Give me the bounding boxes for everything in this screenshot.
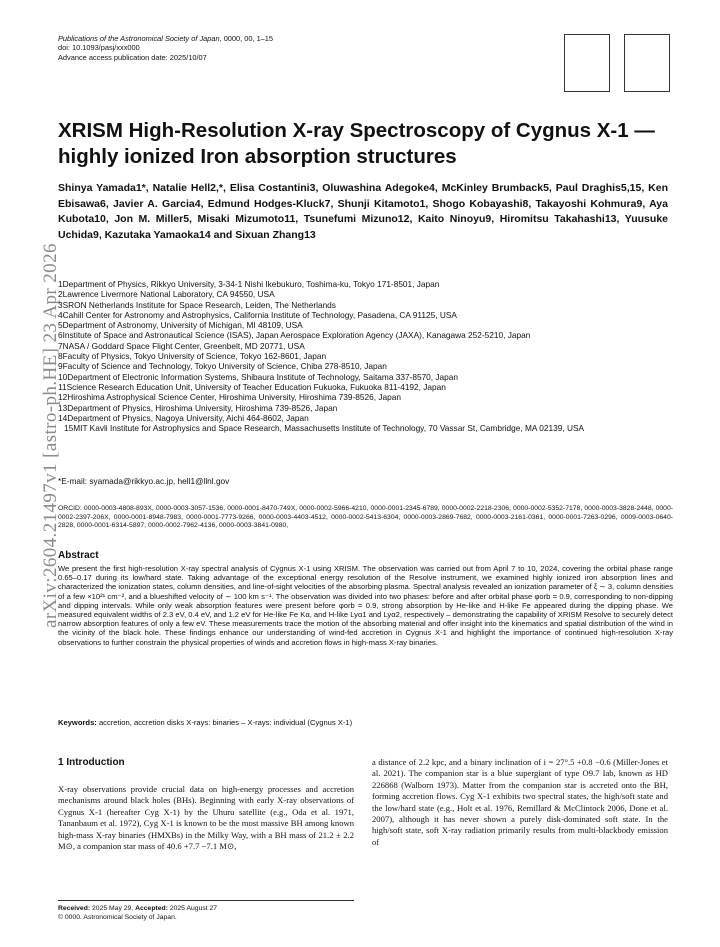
accepted-label: Accepted: xyxy=(135,905,168,912)
journal-header xyxy=(58,34,273,62)
affiliation-item: 14Department of Physics, Nagoya University, Aichi 464-8602, Japan xyxy=(58,412,309,423)
affiliation-list xyxy=(58,279,673,433)
copyright: © 0000. Astronomical Society of Japan. xyxy=(58,914,177,921)
affiliation-item: 8Faculty of Physics, Tokyo University of Science, Tokyo 162-8601, Japan xyxy=(58,351,327,362)
section-heading-introduction: 1 Introduction xyxy=(58,757,125,768)
affiliation-item: 12Hiroshima Astrophysical Science Center, Hiroshima University, Hiroshima 739-8526, Japan xyxy=(58,392,401,403)
keywords xyxy=(58,718,352,727)
orcid-list: ORCID: 0000-0003-4808-893X, 0000-0003-3057-1536, 0000-0001-8470-749X, 0000-0002-5966-4210, 0000-0001-2345-6789, 0000-0002-2218-2306, 0000-0002-5352-7178, 0000-0003-3828-2448, 0000-0002-2397-206X, 0000-0001-8948-7983, 0000-0001-7773-9266, 0000-0003-4403-4512, 0000-0002-5413-6304, 0000-0003-2869-7682, 0000-0003-2161-0361, 0000-0001-7263-0296, 0009-0003-0640-2828, 0000-0001-6314-5897, 0000-0002-7962-4136, 0000-0003-3841-0980, xyxy=(58,505,673,530)
access-date: Advance access publication date: 2025/10/07 xyxy=(58,52,207,62)
affiliation-item: 10Department of Electronic Information Systems, Shibaura Institute of Technology, Saitama 337-8570, Japan xyxy=(58,371,459,382)
received-label: Received: xyxy=(58,905,91,912)
contact-email[interactable]: *E-mail: syamada@rikkyo.ac.jp, hell1@llnl.gov xyxy=(58,476,230,486)
affiliation-item: 3SRON Netherlands Institute for Space Research, Leiden, The Netherlands xyxy=(58,299,336,310)
keywords-text: accretion, accretion disks X-rays: binaries – X-rays: individual (Cygnus X-1) xyxy=(96,718,353,727)
affiliation-item: 13Department of Physics, Hiroshima University, Hiroshima 739-8526, Japan xyxy=(58,402,338,413)
affiliation-item: 2Lawrence Livermore National Laboratory, CA 94550, USA xyxy=(58,289,275,300)
placeholder-box-right xyxy=(624,34,670,92)
body-column-left: X-ray observations provide crucial data on high-energy processes and accretion mechanisms around black holes (BHs). Beginning with early X-ray observations of Cygnus X-1 (hereafter Cyg X-1) by the Uhuru satellite (e.g., Oda et al. 1971, Tananbaum et al. 1972), Cyg X-1 is known to be the most massive BH among known high-mass X-ray binaries (HMXBs) in the Milky Way, with a BH mass of 21.2 ± 2.2 M⊙, a companion star mass of 40.6 +7.7 −7.1 M⊙, xyxy=(58,784,354,852)
arxiv-stamp-text[interactable]: arXiv:2604.21497v1 [astro-ph.HE] 23 Apr 2026 xyxy=(40,243,61,628)
accepted-date: 2025 August 27 xyxy=(167,905,218,912)
affiliation-item: 9Faculty of Science and Technology, Tokyo University of Science, Chiba 278-8510, Japan xyxy=(58,361,387,372)
abstract-text: We present the first high-resolution X-ray spectral analysis of Cygnus X-1 using XRISM. The observation was carried out from April 7 to 10, 2024, covering the orbital phase range 0.65–0.17 during its low/hard state. Taking advantage of the exceptional energy resolution of the Resolve instrument, we examined highly ionized iron absorption lines and characterized the ionization states, column densities, and line-of-sight velocities of the absorbing plasma. Spectral analysis revealed an ionization parameter of ξ ∼ 3, column densities of a few ×10²¹ cm⁻², and a blueshifted velocity of ∼ 100 km s⁻¹. The observation was divided into two phases: before and after orbital phase φorb = 0.9, corresponding to non-dipping and dipping intervals. While only weak absorption features were present before φorb = 0.9, strong absorption by He-like and H-like Fe appeared during the dipping phase. We measured equivalent widths of 2.3 eV, 0.4 eV, and 1.2 eV for He-like Fe Kα, and H-like Lyα1 and Lyα2, respectively – demonstrating the capability of XRISM Resolve to securely detect narrow absorption features of only a few eV. These measurements trace the motion of the absorbing material and offer insight into the kinematics and spatial distribution of the wind in the vicinity of the black hole. These findings enhance our understanding of wind-fed accretion in Cygnus X-1 and highlight the importance of continued high-resolution X-ray observations to further constrain the physical properties of winds and accretion flows in high-mass X-ray binaries. xyxy=(58,564,673,647)
affiliation-item: 4Cahill Center for Astronomy and Astrophysics, California Institute of Technology, Pasadena, CA 91125, USA xyxy=(58,309,457,320)
journal-cite: , 0000, 00, 1–15 xyxy=(219,34,274,43)
author-list: Shinya Yamada1*, Natalie Hell2,*, Elisa Costantini3, Oluwashina Adegoke4, McKinley Brumback5, Paul Draghis5,15, Ken Ebisawa6, Javier A. Garcia4, Edmund Hodges-Kluck7, Shunji Kitamoto1, Shogo Kobayashi8, Takayoshi Kohmura9, Aya Kubota10, Jon M. Miller5, Misaki Mizumoto11, Tsunefumi Mizuno12, Kaito Ninoyu9, Hiromitsu Takahashi13, Yuusuke Uchida9, Kazutaka Yamaoka14 and Sixuan Zhang13 xyxy=(58,182,668,241)
affiliation-item: 15MIT Kavli Institute for Astrophysics and Space Research, Massachusetts Institute of Technology, 70 Vassar St, Cambridge, MA 02139, USA xyxy=(64,423,585,434)
received-date: 2025 May 29, xyxy=(90,905,136,912)
placeholder-box-left xyxy=(564,34,610,92)
footer-notes xyxy=(58,904,217,922)
abstract-heading: Abstract xyxy=(58,550,99,561)
affiliation-item: 1Department of Physics, Rikkyo University, 3-34-1 Nishi Ikebukuro, Toshima-ku, Tokyo 171-8501, Japan xyxy=(58,279,440,289)
journal-name: Publications of the Astronomical Society of Japan xyxy=(58,34,220,43)
affiliation-item: 5Department of Astronomy, University of Michigan, MI 48109, USA xyxy=(58,320,303,331)
affiliation-item: 11Science Research Education Unit, University of Teacher Education Fukuoka, Fukuoka 811-4192, Japan xyxy=(58,381,446,392)
affiliation-item: 6Institute of Space and Astronautical Science (ISAS), Japan Aerospace Exploration Agency (JAXA), Kanagawa 252-5210, Japan xyxy=(58,330,531,341)
doi[interactable]: doi: 10.1093/pasj/xxx000 xyxy=(58,43,140,53)
body-column-right: a distance of 2.2 kpc, and a binary inclination of i = 27°.5 +0.8 −0.6 (Miller-Jones et al. 2021). The companion star is a blue supergiant of type O9.7 Iab, known as HD 226868 (Walborn 1973). Matter from the companion star is accreted onto the BH, forming accretion flows. Cyg X-1 exhibits two spectral states, the high/soft state and the low/hard state (e.g., Holt et al. 1976, Remillard & McClintock 2006, Done et al. 2007), although it has never shown a purely disk-dominated soft state. In the high/soft state, soft X-ray radiation primarily results from multi-blackbody emission of xyxy=(372,757,668,847)
paper-title: XRISM High-Resolution X-ray Spectroscopy of Cygnus X-1 — highly ionized Iron absorption structures xyxy=(58,119,655,168)
footer-rule xyxy=(58,900,354,901)
keywords-label: Keywords: xyxy=(58,718,97,727)
affiliation-item: 7NASA / Goddard Space Flight Center, Greenbelt, MD 20771, USA xyxy=(58,340,305,351)
